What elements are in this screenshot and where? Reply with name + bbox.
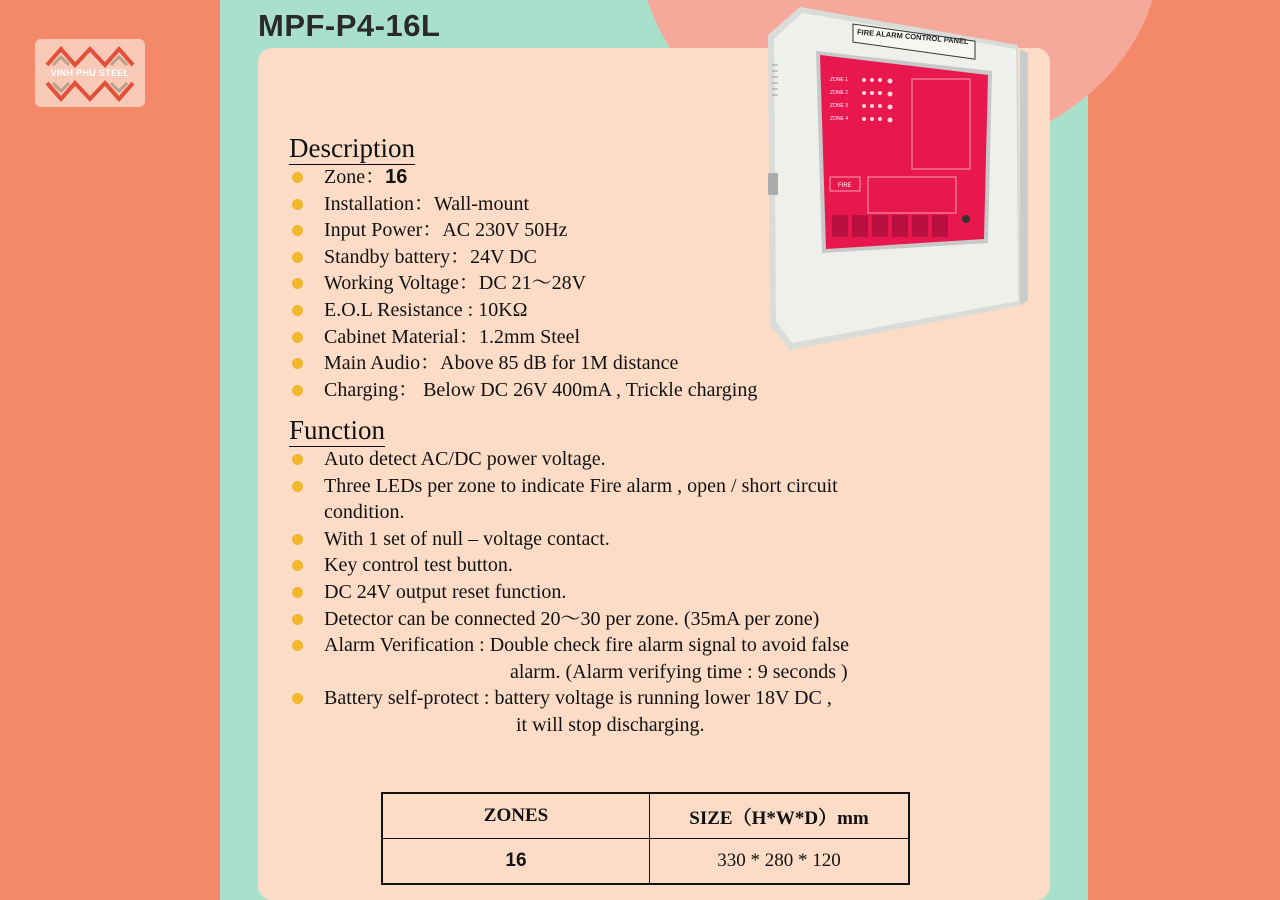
bullet-icon [292,199,303,210]
model-title: MPF-P4-16L [258,8,441,43]
zone-label-3: ZONE 3 [830,103,849,109]
list-item-continuation: condition. [324,501,405,524]
fire-button-label: FIRE [838,183,852,189]
table-header-row [382,793,909,839]
zone-label-2: ZONE 2 [830,90,849,96]
list-item: E.O.L Resistance : 10KΩ [289,297,757,324]
list-item: Main Audio：Above 85 dB for 1M distance [289,350,757,377]
function-heading: Function [289,415,386,445]
list-item: Three LEDs per zone to indicate Fire alarm , open / short circuit [289,473,849,500]
bullet-icon [292,252,303,263]
bullet-icon [292,358,303,369]
list-item: Key control test button. [289,552,849,579]
list-item: Input Power：AC 230V 50Hz [289,217,757,244]
list-item-continuation: alarm. (Alarm verifying time : 9 seconds ) [510,660,848,683]
list-item: Standby battery：24V DC [289,244,757,271]
table-row [382,839,909,885]
bullet-icon [292,640,303,651]
bullet-icon [292,587,303,598]
list-item: Auto detect AC/DC power voltage. [289,446,849,473]
description-list [289,164,757,403]
function-list [289,446,849,739]
list-item: Alarm Verification : Double check fire alarm signal to avoid false [289,632,849,659]
bullet-icon [292,305,303,316]
bullet-icon [292,172,303,183]
table-cell-zones: 16 [382,839,650,885]
fire-alarm-panel-image [760,5,1030,355]
table-header-size: SIZE（H*W*D）mm [650,793,910,839]
list-item: Battery self-protect : battery voltage is running lower 18V DC , [289,685,849,712]
bullet-icon [292,454,303,465]
table-header-zones: ZONES [382,793,650,839]
brand-logo [35,39,145,107]
list-item: With 1 set of null – voltage contact. [289,526,849,553]
bullet-icon [292,278,303,289]
spec-table [381,792,910,885]
description-heading: Description [289,133,415,163]
bullet-icon [292,481,303,492]
zone-label-1: ZONE 1 [830,77,849,83]
bullet-icon [292,614,303,625]
list-item: Installation：Wall-mount [289,191,757,218]
list-item: Detector can be connected 20～30 per zone. (35mA per zone) [289,606,849,633]
bullet-icon [292,560,303,571]
bullet-icon [292,225,303,236]
list-item: DC 24V output reset function. [289,579,849,606]
zone-label-4: ZONE 4 [830,116,849,122]
list-item-continuation: it will stop discharging. [516,713,705,736]
bullet-icon [292,332,303,343]
table-cell-size: 330 * 280 * 120 [650,839,910,885]
bullet-icon [292,534,303,545]
device-title-label: FIRE ALARM CONTROL PANEL [856,27,969,47]
list-item: Cabinet Material：1.2mm Steel [289,324,757,351]
bullet-icon [292,385,303,396]
list-item: Zone：16 [289,164,757,191]
logo-text: VINH PHU STEEL [50,68,130,78]
bullet-icon [292,693,303,704]
list-item: Working Voltage：DC 21～28V [289,270,757,297]
list-item: Charging： Below DC 26V 400mA , Trickle charging [289,377,757,404]
